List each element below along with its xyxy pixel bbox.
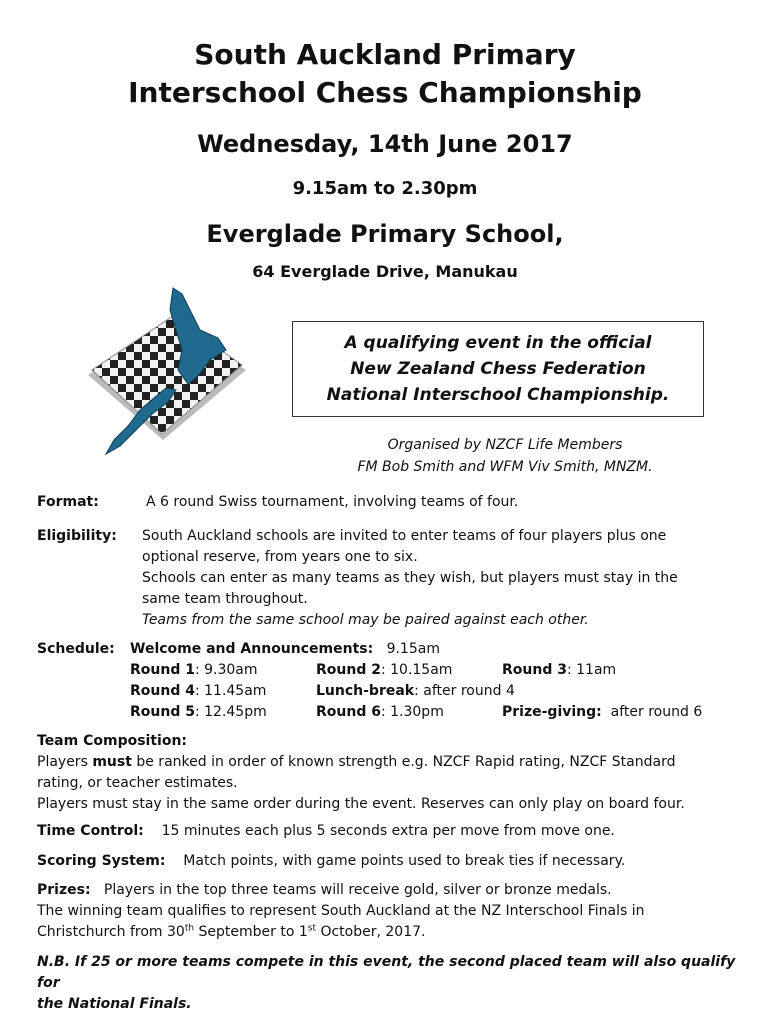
welcome-time: 9.15am [386,641,440,657]
round-1-label: Round 1 [130,662,195,678]
schedule-label: Schedule: [37,641,115,657]
prizes-line-3b: September to 1 [194,924,308,940]
organisers [300,434,710,478]
schedule-lunch [316,681,515,702]
event-date: Wednesday, 14th June 2017 [197,130,573,158]
eligibility-line-2: optional reserve, from years one to six. [142,549,418,565]
round-3-label: Round 3 [502,662,567,678]
team-line-2: rating, or teacher estimates. [37,775,238,791]
page-title [0,36,770,112]
schedule-round-3 [502,660,616,681]
scoring-label: Scoring System: [37,853,166,869]
team-composition-label: Team Composition: [37,733,188,749]
prizes-line-3a: Christchurch from 30 [37,924,185,940]
scoring-text: Match points, with game points used to break ties if necessary. [183,853,626,869]
organisers-line-1: Organised by NZCF Life Members [387,437,623,453]
time-control-text: 15 minutes each plus 5 seconds extra per move from move one. [161,823,615,839]
eligibility-line-4: same team throughout. [142,591,308,607]
schedule-round-4 [130,681,266,702]
eligibility-line-1: South Auckland schools are invited to enter teams of four players plus one [142,528,667,544]
prize-giving-time: after round 6 [610,704,703,720]
team-composition [37,731,737,815]
round-2-label: Round 2 [316,662,381,678]
nz-chessboard-icon [78,280,258,460]
round-5-label: Round 5 [130,704,195,720]
schedule-round-5 [130,702,267,723]
prize-giving-label: Prize-giving: [502,704,602,720]
team-line-1c: be ranked in order of known strength e.g. NZCF Rapid rating, NZCF Standard [131,754,676,770]
round-4-label: Round 4 [130,683,195,699]
round-2-time: : 10.15am [380,662,453,678]
scoring-system [37,851,625,872]
prizes-sup-1: th [184,923,195,934]
schedule-round-2 [316,660,452,681]
schedule-prize-giving [502,702,702,723]
title-line-2: Interschool Chess Championship [128,76,642,109]
notice-line-2: New Zealand Chess Federation [350,359,646,379]
prizes-line-1: Players in the top three teams will receive gold, silver or bronze medals. [103,882,612,898]
round-6-time: : 1.30pm [380,704,444,720]
team-line-1a: Players [37,754,93,770]
format-label: Format: [37,494,99,510]
prizes-line-3c: October, 2017. [316,924,426,940]
eligibility-text [142,526,742,631]
title-line-1: South Auckland Primary [194,38,576,71]
organisers-line-2: FM Bob Smith and WFM Viv Smith, MNZM. [357,459,653,475]
nb-line-1: N.B. If 25 or more teams compete in this event, the second placed team will also qualify for [37,954,736,991]
format-text: A 6 round Swiss tournament, involving teams of four. [146,494,519,510]
team-line-1 [37,752,737,773]
round-4-time: : 11.45am [194,683,267,699]
prizes-label: Prizes: [37,882,91,898]
lunch-time: : after round 4 [414,683,515,699]
lunch-label: Lunch-break [316,683,415,699]
prizes [37,880,737,943]
eligibility-label: Eligibility: [37,528,117,544]
round-6-label: Round 6 [316,704,381,720]
nb-line-2: the National Finals. [37,996,192,1012]
welcome-label: Welcome and Announcements: [130,641,374,657]
schedule-welcome [130,639,440,660]
schedule-round-1 [130,660,258,681]
venue: Everglade Primary School, [206,220,564,248]
nb-note [37,952,737,1015]
notice-line-3: National Interschool Championship. [326,385,670,405]
eligibility-line-5: Teams from the same school may be paired against each other. [142,612,589,628]
round-3-time: : 11am [566,662,617,678]
prizes-sup-2: st [307,923,316,934]
address: 64 Everglade Drive, Manukau [252,262,518,281]
event-time: 9.15am to 2.30pm [292,178,478,199]
eligibility-line-3: Schools can enter as many teams as they wish, but players must stay in the [142,570,678,586]
time-control-label: Time Control: [37,823,144,839]
round-5-time: : 12.45pm [194,704,267,720]
team-line-1-emphasis: must [92,754,132,770]
notice-line-1: A qualifying event in the official [344,333,652,353]
prizes-line-3 [37,922,737,943]
schedule-round-6 [316,702,444,723]
round-1-time: : 9.30am [194,662,258,678]
time-control [37,821,615,842]
prizes-line-2: The winning team qualifies to represent South Auckland at the NZ Interschool Finals in [37,903,645,919]
qualifying-notice-box [292,321,704,417]
team-line-3: Players must stay in the same order during the event. Reserves can only play on board four. [37,796,685,812]
